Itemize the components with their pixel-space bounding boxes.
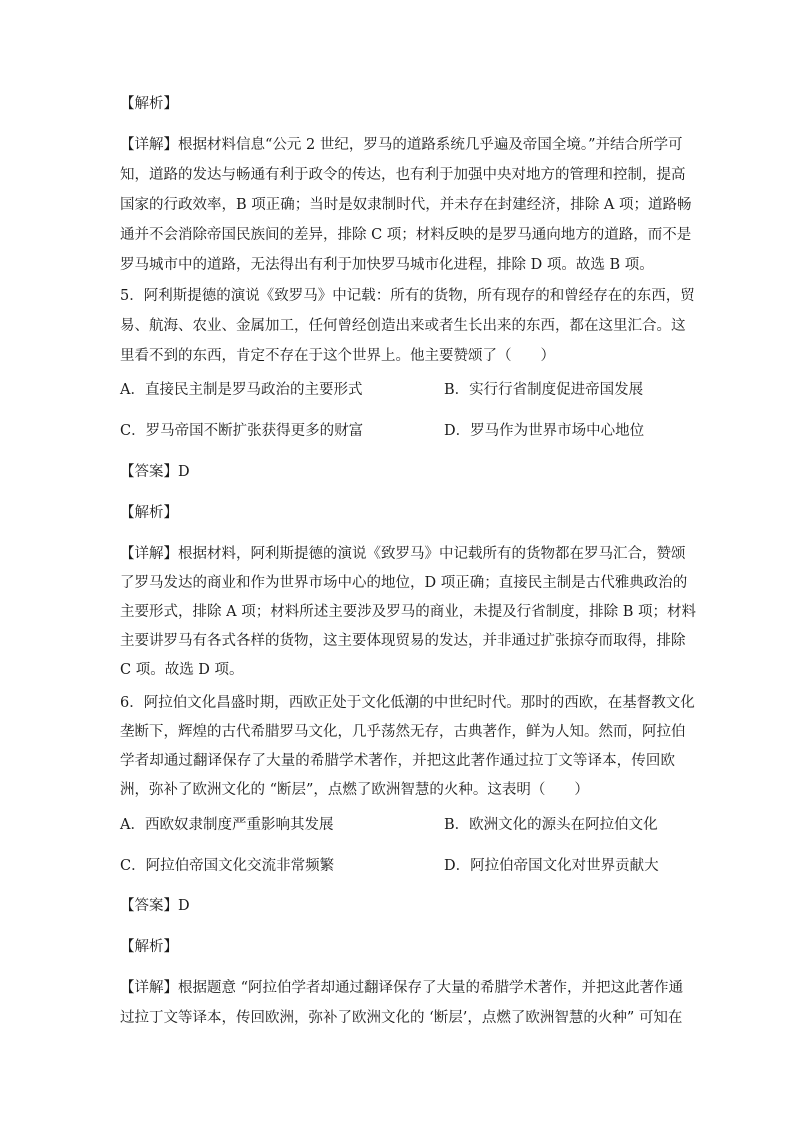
question-5-option-d: D．罗马作为世界市场中心地位 — [444, 423, 645, 439]
question-5-detail — [120, 544, 697, 684]
detail-line: C 项。故选 D 项。 — [120, 662, 244, 678]
detail-line: 【详解】根据题意 “阿拉伯学者却通过翻译保存了大量的希腊学术著作，并把这此著作通 — [120, 980, 684, 996]
question-5-analysis-label: 【解析】 — [120, 505, 178, 521]
question-line: 学者却通过翻译保存了大量的希腊学术著作，并把这此著作通过拉丁文等译本，传回欧 — [120, 753, 675, 769]
detail-line: 国家的行政效率，B 项正确；当时是奴隶制时代，并未存在封建经济，排除 A 项；道路畅 — [120, 197, 692, 213]
question-6-answer: 【答案】D — [120, 898, 190, 914]
question-6-stem — [120, 693, 695, 803]
detail-line: 【详解】根据材料信息“公元 2 世纪，罗马的道路系统几乎遍及帝国全境。”并结合所学可 — [120, 137, 683, 153]
detail-line: 主要讲罗马有各式各样的货物，这主要体现贸易的发达，并非通过扩张掠夺而取得，排除 — [120, 633, 686, 649]
detail-paragraph — [120, 135, 692, 275]
question-line: 垄断下，辉煌的古代希腊罗马文化，几乎荡然无存，古典著作，鲜为人知。然而，阿拉伯 — [120, 724, 686, 740]
detail-line: 通并不会消除帝国民族间的差异，排除 C 项；材料反映的是罗马通向地方的道路，而不是 — [120, 227, 692, 243]
question-6-option-c: C．阿拉伯帝国文化交流非常频繁 — [120, 858, 335, 874]
question-5-stem — [120, 286, 695, 366]
question-6-analysis-label: 【解析】 — [120, 939, 178, 955]
question-line: 洲，弥补了欧洲文化的 “断层”，点燃了欧洲智慧的火种。这表明（ ） — [120, 782, 589, 798]
question-6-detail — [120, 978, 684, 1038]
analysis-label: 【解析】 — [120, 96, 178, 112]
question-5-answer: 【答案】D — [120, 464, 190, 480]
detail-line: 知，道路的发达与畅通有利于政令的传达，也有利于加强中央对地方的管理和控制，提高 — [120, 167, 686, 183]
question-5-option-b: B．实行行省制度促进帝国发展 — [444, 382, 644, 398]
detail-line: 主要形式，排除 A 项；材料所述主要涉及罗马的商业，未提及行省制度，排除 B 项；材料 — [120, 604, 697, 620]
question-line: 5．阿利斯提德的演说《致罗马》中记载：所有的货物，所有现存的和曾经存在的东西，贸 — [120, 288, 695, 304]
question-line: 易、航海、农业、金属加工，任何曾经创造出来或者生长出来的东西，都在这里汇合。这 — [120, 318, 686, 334]
question-5-option-c: C．罗马帝国不断扩张获得更多的财富 — [120, 423, 364, 439]
detail-line: 罗马城市中的道路，无法得出有利于加快罗马城市化进程，排除 D 项。故选 B 项。 — [120, 257, 654, 273]
detail-line: 【详解】根据材料，阿利斯提德的演说《致罗马》中记载所有的货物都在罗马汇合，赞颂 — [120, 546, 686, 562]
question-6-option-a: A．西欧奴隶制度严重影响其发展 — [120, 817, 334, 833]
detail-line: 了罗马发达的商业和作为世界市场中心的地位，D 项正确；直接民主制是古代雅典政治的 — [120, 575, 688, 591]
question-6-option-d: D．阿拉伯帝国文化对世界贡献大 — [444, 858, 659, 874]
question-line: 6．阿拉伯文化昌盛时期，西欧正处于文化低潮的中世纪时代。那时的西欧，在基督教文化 — [120, 695, 695, 711]
question-5-option-a: A．直接民主制是罗马政治的主要形式 — [120, 382, 363, 398]
question-6-option-b: B．欧洲文化的源头在阿拉伯文化 — [444, 817, 658, 833]
question-line: 里看不到的东西，肯定不存在于这个世界上。他主要赞颂了（ ） — [120, 348, 555, 364]
detail-line: 过拉丁文等译本，传回欧洲，弥补了欧洲文化的 ‘断层’，点燃了欧洲智慧的火种” 可知在 — [120, 1010, 683, 1026]
